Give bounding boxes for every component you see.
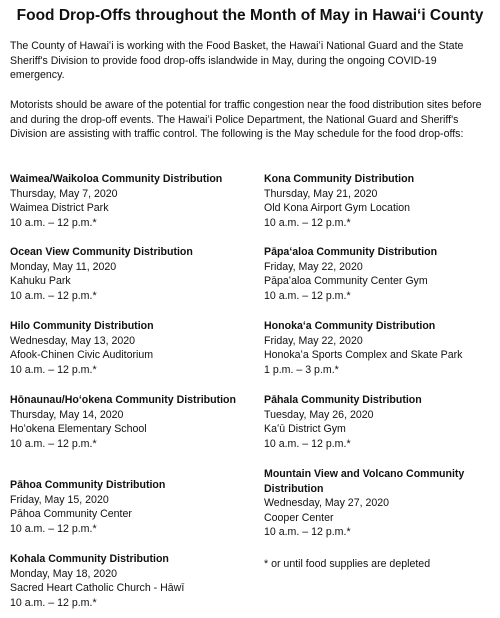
entry-time: 10 a.m. – 12 p.m.* (264, 216, 351, 229)
distribution-entry (264, 393, 494, 451)
entry-date: Thursday, May 14, 2020 (10, 408, 124, 421)
entry-date: Monday, May 11, 2020 (10, 260, 117, 273)
entry-time: 10 a.m. – 12 p.m.* (264, 437, 351, 450)
distribution-entry (264, 172, 494, 230)
entry-date: Friday, May 22, 2020 (264, 260, 363, 273)
entry-date: Tuesday, May 26, 2020 (264, 408, 374, 421)
entry-location: Honokaʻa Sports Complex and Skate Park (264, 349, 463, 362)
entry-name: Ocean View Community Distribution (10, 246, 193, 258)
entry-location: Pāpaʻaloa Community Center Gym (264, 275, 428, 288)
entry-time: 10 a.m. – 12 p.m.* (10, 216, 97, 229)
distribution-entry (10, 245, 240, 303)
distribution-entry (264, 319, 494, 377)
distribution-entry (10, 319, 240, 377)
entry-name: Kohala Community Distribution (10, 553, 169, 565)
entry-date: Friday, May 22, 2020 (264, 334, 363, 347)
entry-location: Pāhoa Community Center (10, 508, 132, 521)
entry-name: Hōnaunau/Hoʻokena Community Distribution (10, 394, 237, 406)
entry-location: Waimea District Park (10, 202, 109, 215)
entry-time: 10 a.m. – 12 p.m.* (264, 526, 351, 539)
distribution-entry (264, 467, 494, 540)
entry-date: Wednesday, May 27, 2020 (264, 497, 390, 510)
entry-time: 1 p.m. – 3 p.m.* (264, 363, 339, 376)
entry-location: Afook-Chinen Civic Auditorium (10, 349, 154, 362)
distribution-entry (10, 393, 240, 451)
intro-paragraph: The County of Hawaiʻi is working with the Food Basket, the Hawaiʻi National Guard and the State Sheriff's Division to provide food drop-offs islandwide in May, during the ongoing COVID-19 emergency. (10, 40, 464, 82)
entry-date: Wednesday, May 13, 2020 (10, 334, 136, 347)
entry-time: 10 a.m. – 12 p.m.* (10, 522, 97, 535)
entry-name: Pāhoa Community Distribution (10, 479, 166, 491)
entry-location: Hoʻokena Elementary School (10, 423, 147, 436)
distribution-entry (10, 552, 240, 610)
entry-date: Thursday, May 21, 2020 (264, 187, 378, 200)
entry-name: Hilo Community Distribution (10, 320, 154, 332)
entry-time: 10 a.m. – 12 p.m.* (264, 289, 351, 302)
entry-location: Sacred Heart Catholic Church - Hāwī (10, 582, 185, 595)
entry-date: Thursday, May 7, 2020 (10, 187, 118, 200)
footnote: * or until food supplies are depleted (264, 558, 431, 570)
entry-name: Honokaʻa Community Distribution (264, 320, 436, 332)
entry-name: Pāhala Community Distribution (264, 394, 422, 406)
entry-location: Old Kona Airport Gym Location (264, 202, 411, 215)
distribution-entry (10, 478, 240, 536)
entry-location: Kahuku Park (10, 275, 71, 288)
entry-time: 10 a.m. – 12 p.m.* (10, 363, 97, 376)
traffic-notice-paragraph: Motorists should be aware of the potential for traffic congestion near the food distribution sites before and during the drop-off events. The Hawaiʻi Police Department, the National Guard and Sheriff's Division are assisting with traffic control. The following is the May schedule for the food drop-offs: (10, 99, 482, 141)
entry-name: Pāpaʻaloa Community Distribution (264, 246, 438, 258)
entry-location: Cooper Center (264, 511, 334, 524)
entry-date: Friday, May 15, 2020 (10, 493, 109, 506)
entry-name: Mountain View and Volcano Community Distribution (264, 468, 465, 495)
entry-time: 10 a.m. – 12 p.m.* (10, 596, 97, 609)
entry-time: 10 a.m. – 12 p.m.* (10, 289, 97, 302)
distribution-entry (10, 172, 240, 230)
entry-location: Kaʻū District Gym (264, 423, 346, 436)
entry-date: Monday, May 18, 2020 (10, 567, 117, 580)
page-title: Food Drop-Offs throughout the Month of May in Hawaiʻi County (16, 7, 484, 24)
entry-name: Waimea/Waikoloa Community Distribution (10, 173, 223, 185)
distribution-entry (264, 245, 494, 303)
entry-time: 10 a.m. – 12 p.m.* (10, 437, 97, 450)
entry-name: Kona Community Distribution (264, 173, 415, 185)
